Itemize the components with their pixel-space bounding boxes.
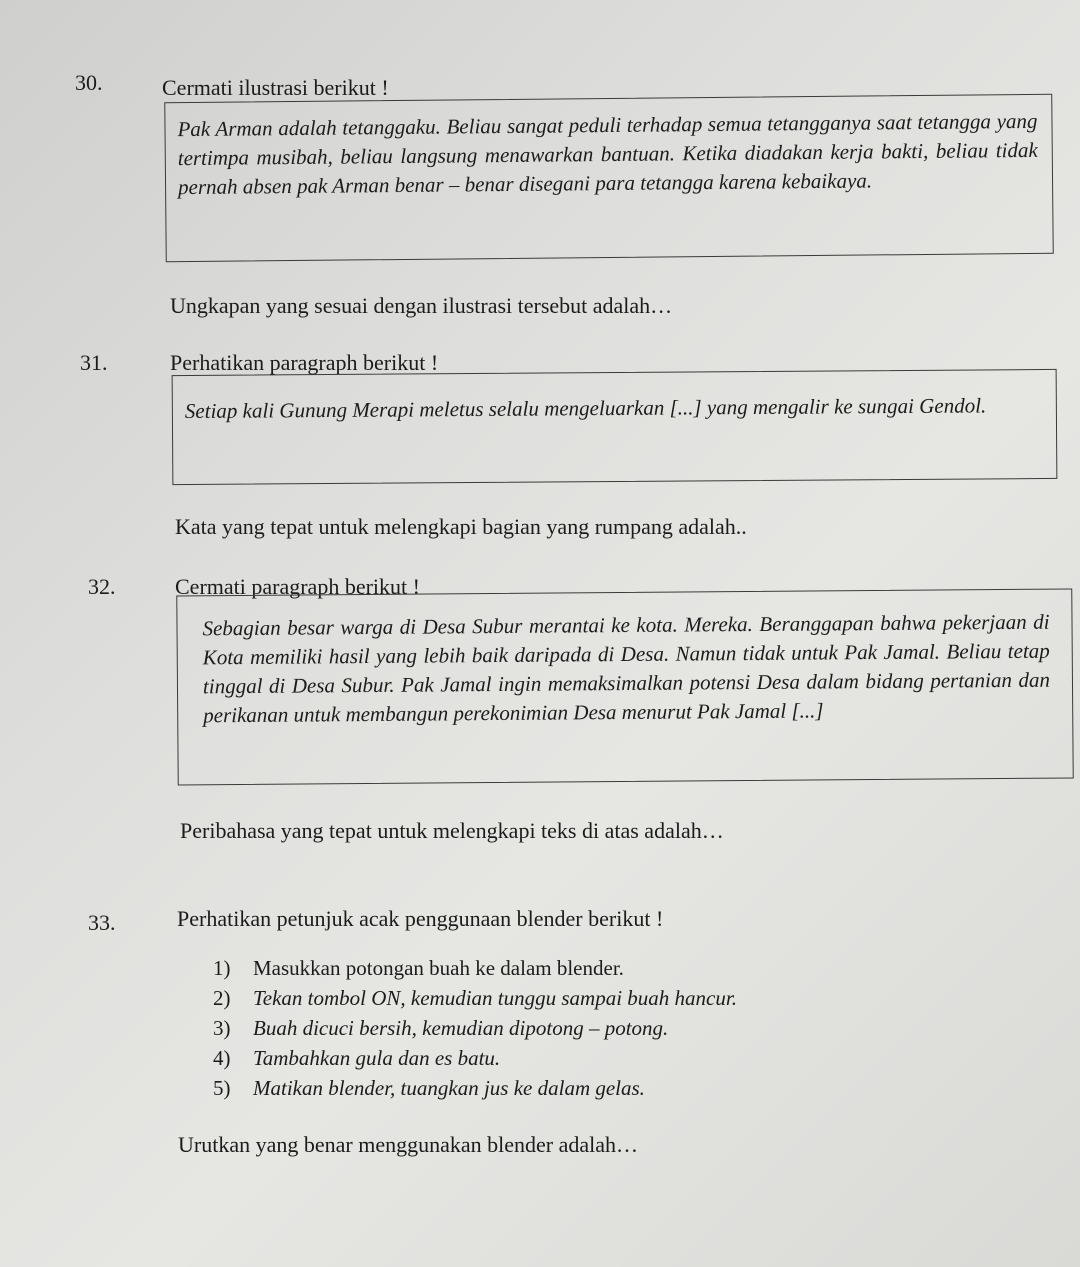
passage-text-31: Setiap kali Gunung Merapi meletus selalu mengeluarkan [...] yang mengalir ke sungai Gendol. <box>184 393 987 423</box>
question-prompt-32: Peribahasa yang tepat untuk melengkapi teks di atas adalah… <box>180 818 724 843</box>
step-text: Tambahkan gula dan es batu. <box>253 1046 501 1070</box>
question-intro-30: Cermati ilustrasi berikut ! <box>162 75 389 100</box>
question-prompt-30: Ungkapan yang sesuai dengan ilustrasi tersebut adalah… <box>170 293 673 318</box>
question-intro-32: Cermati paragraph berikut ! <box>175 574 420 599</box>
question-prompt-33: Urutkan yang benar menggunakan blender adalah… <box>178 1132 638 1157</box>
list-item <box>213 1043 737 1073</box>
step-number: 2) <box>213 986 231 1010</box>
step-text: Buah dicuci bersih, kemudian dipotong – potong. <box>253 1016 669 1040</box>
passage-box-30 <box>164 94 1053 263</box>
question-number-30: 30. <box>75 70 103 95</box>
question-intro-31: Perhatikan paragraph berikut ! <box>170 350 439 375</box>
question-number-33: 33. <box>88 910 116 935</box>
step-number: 4) <box>213 1046 231 1070</box>
step-text: Tekan tombol ON, kemudian tunggu sampai buah hancur. <box>253 986 737 1010</box>
list-item <box>213 953 737 983</box>
passage-text-32: Sebagian besar warga di Desa Subur merantai ke kota. Mereka. Beranggapan bahwa pekerjaan di Kota memiliki hasil yang lebih baik daripada di Desa. Namun tidak untuk Pak Jamal. Beliau tetap tinggal di Desa Subur. Pak Jamal ingin memaksimalkan potensi Desa dalam bidang pertanian dan perikanan untuk membangun perekonimian Desa menurut Pak Jamal [...] <box>202 609 1051 728</box>
question-prompt-31: Kata yang tepat untuk melengkapi bagian yang rumpang adalah.. <box>175 514 747 539</box>
step-number: 5) <box>213 1076 231 1100</box>
question-number-32: 32. <box>88 574 116 599</box>
step-number: 1) <box>213 956 231 980</box>
list-item <box>213 1013 737 1043</box>
step-text: Masukkan potongan buah ke dalam blender. <box>253 956 624 980</box>
passage-box-31 <box>172 369 1058 485</box>
question-intro-33: Perhatikan petunjuk acak penggunaan blender berikut ! <box>177 906 664 931</box>
question-number-31: 31. <box>80 350 108 375</box>
list-item <box>213 983 737 1013</box>
step-text: Matikan blender, tuangkan jus ke dalam gelas. <box>253 1076 645 1100</box>
blender-steps-list <box>213 953 737 1103</box>
passage-text-30: Pak Arman adalah tetanggaku. Beliau sangat peduli terhadap semua tetangganya saat tetangga yang tertimpa musibah, beliau langsung menawarkan bantuan. Ketika diadakan kerja bakti, beliau tidak pernah absen pak Arman benar – benar disegani para tetangga karena kebaikaya. <box>177 108 1038 200</box>
list-item <box>213 1073 737 1103</box>
passage-box-32 <box>176 588 1073 785</box>
step-number: 3) <box>213 1016 231 1040</box>
